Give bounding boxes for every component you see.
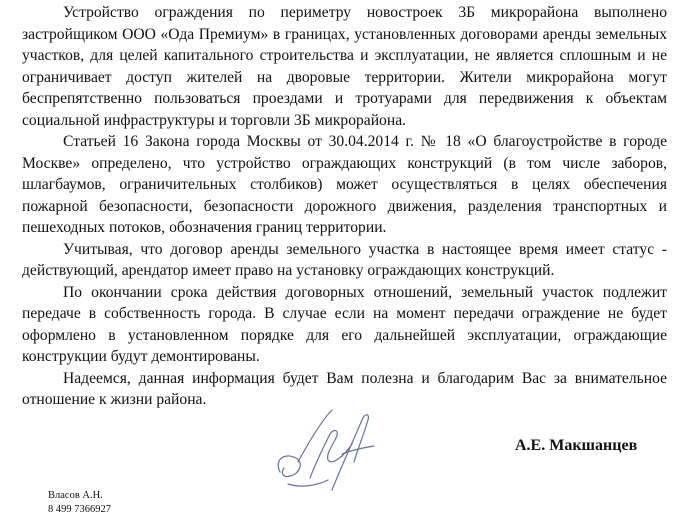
- paragraph-lease-end: По окончании срока действия договорных отношений, земельный участок подлежит передаче в собственность города. В случае если на момент передачи ограждение не будет оформлено в установленном порядке для его дальнейшей эксплуатации, ограждающие конструкции будут демонтированы.: [22, 283, 667, 365]
- paragraph-law-reference: Статьей 16 Закона города Москвы от 30.04.2014 г. № 18 «О благоустройстве в городе Москве» определено, что устройство ограждающих конструкций (в том числе заборов, шлагбаумов, ограничительных столбиков) может осуществляться в целях обеспечения пожарной безопасности, безопасности дорожного движения, разделения транспортных и пешеходных потоков, обозначения границ территории.: [22, 133, 667, 236]
- executor-phone: 8 499 7366927: [48, 504, 111, 515]
- executor-contact: [48, 489, 111, 517]
- handwritten-signature: [270, 400, 380, 500]
- paragraph-lease-status: Учитывая, что договор аренды земельного участка в настоящее время имеет статус - действующий, арендатор имеет право на установку ограждающих конструкций.: [22, 240, 667, 279]
- paragraph-closing: Надеемся, данная информация будет Вам полезна и благодарим Вас за внимательное отношение к жизни района.: [22, 369, 667, 408]
- letter-body: [22, 2, 667, 411]
- paragraph-fence-description: Устройство ограждения по периметру новостроек 3Б микрорайона выполнено застройщиком ООО «Ода Премиум» в границах, установленных договорами аренды земельных участков, для целей капитального строительства и эксплуатации, не является сплошным и не ограничивает доступ жителей на дворовые территории. Жители микрорайона могут беспрепятственно пользоваться проездами и тротуарами для передвижения к объектам социальной инфраструктуры и торговли 3Б микрорайона.: [22, 4, 667, 129]
- executor-name: Власов А.Н.: [48, 490, 103, 501]
- signatory-name: А.Е. Макшанцев: [515, 437, 638, 454]
